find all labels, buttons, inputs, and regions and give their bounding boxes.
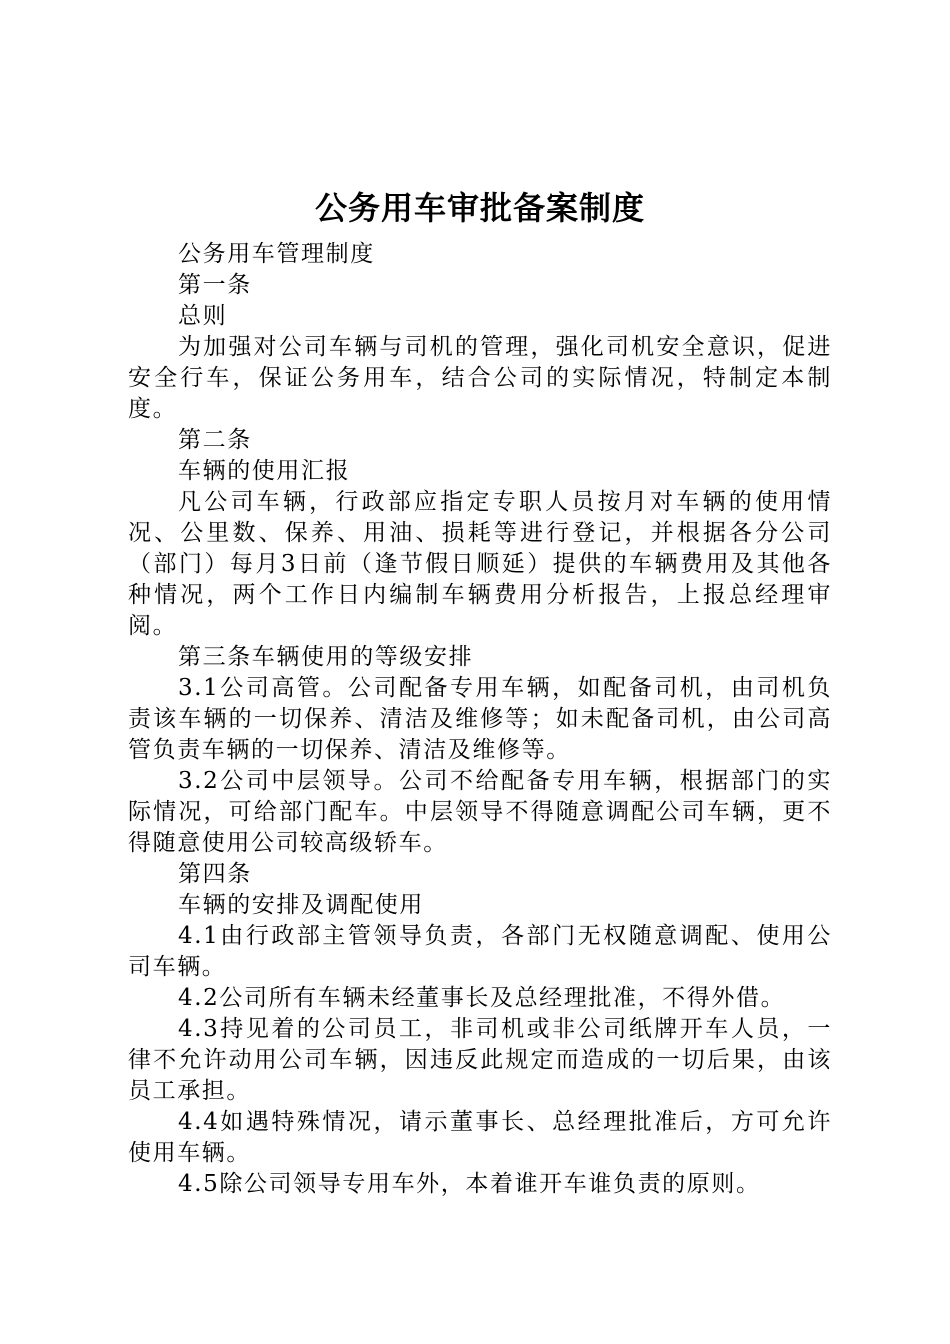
document-title: 公务用车审批备案制度 [314, 189, 645, 227]
paragraph-1: 公务用车管理制度 [178, 241, 375, 267]
paragraph-9: 3.1公司高管。公司配备专用车辆，如配备司机，由司机负责该车辆的一切保养、清洁及维修等；如未配备司机，由公司高管负责车辆的一切保养、清洁及维修等。 [128, 675, 832, 763]
paragraph-5: 第二条 [178, 427, 252, 453]
paragraph-16: 4.4如遇特殊情况，请示董事长、总经理批准后，方可允许使用车辆。 [128, 1109, 832, 1166]
paragraph-13: 4.1由行政部主管领导负责，各部门无权随意调配、使用公司车辆。 [128, 923, 832, 980]
paragraph-14: 4.2公司所有车辆未经董事长及总经理批准，不得外借。 [178, 985, 786, 1011]
paragraph-2: 第一条 [178, 272, 252, 298]
paragraph-7: 凡公司车辆，行政部应指定专职人员按月对车辆的使用情况、公里数、保养、用油、损耗等进行登记，并根据各分公司（部门）每月3日前（逢节假日顺延）提供的车辆费用及其他各种情况，两个工作日内编制车辆费用分析报告，上报总经理审阅。 [128, 489, 832, 639]
paragraph-17: 4.5除公司领导专用车外，本着谁开车谁负责的原则。 [178, 1171, 761, 1197]
document-page [128, 183, 832, 1200]
paragraph-10: 3.2公司中层领导。公司不给配备专用车辆，根据部门的实际情况，可给部门配车。中层领导不得随意调配公司车辆，更不得随意使用公司较高级轿车。 [128, 768, 832, 856]
document-body [128, 239, 832, 1200]
paragraph-12: 车辆的安排及调配使用 [178, 892, 424, 918]
paragraph-4: 为加强对公司车辆与司机的管理，强化司机安全意识，促进安全行车，保证公务用车，结合公司的实际情况，特制定本制度。 [128, 334, 832, 422]
paragraph-3: 总则 [178, 303, 228, 329]
paragraph-8: 第三条车辆使用的等级安排 [178, 644, 474, 670]
paragraph-11: 第四条 [178, 861, 252, 887]
paragraph-6: 车辆的使用汇报 [178, 458, 351, 484]
paragraph-15: 4.3持见着的公司员工，非司机或非公司纸牌开车人员，一律不允许动用公司车辆，因违反此规定而造成的一切后果，由该员工承担。 [128, 1016, 832, 1104]
